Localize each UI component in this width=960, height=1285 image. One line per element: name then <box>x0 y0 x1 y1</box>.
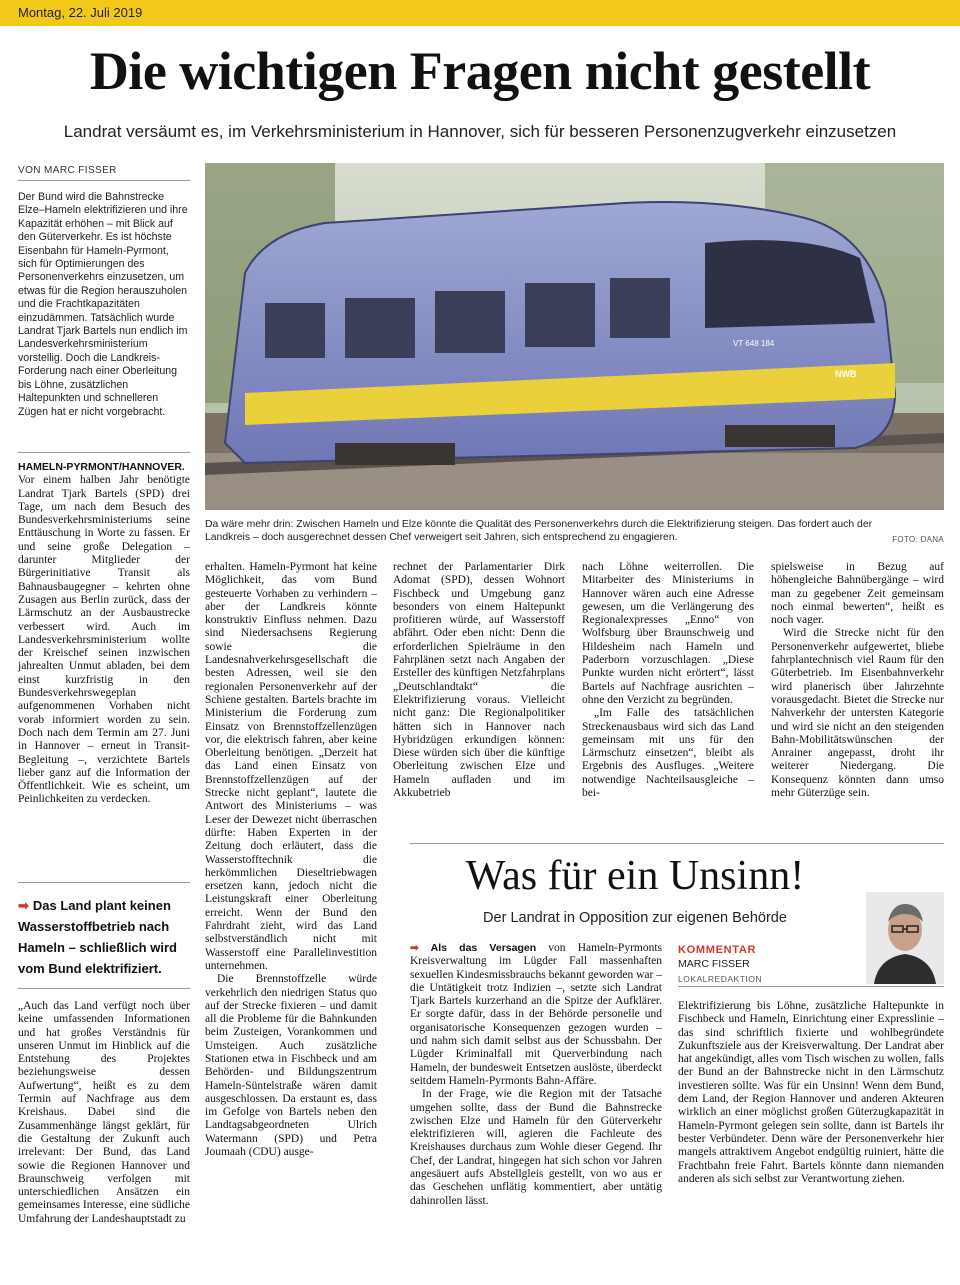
issue-date: Montag, 22. Juli 2019 <box>18 5 143 20</box>
commentary-col-2 <box>678 1000 944 1186</box>
photo-credit: FOTO: DANA <box>892 535 944 544</box>
article-paragraph: spielsweise in Bezug auf höhengleiche Bahnübergänge – wird man zu gegebener Zeit gemeinsam noch einmal bewerten“, heißt es noch vager. <box>771 561 944 627</box>
article-paragraph: Wird die Strecke nicht für den Personenverkehr aufgewertet, bliebe fahrplantechnisch viel Raum für den Güterbetrieb. Im Eisenbahnverkehr wird planerisch über Jahrzehnte vorausgedacht. Bietet die Strecke nur Nahverkehr der untersten Kategorie und wird sie nicht an den steigenden Bahn-Mobilitätswünschen der Anrainer angepasst, droht ihr weiterer Niedergang. Die Konsequenz könnten dann umso mehr Güterzüge sein. <box>771 627 944 800</box>
commentary-lead-in <box>410 942 536 954</box>
pullquote-rule-top <box>18 882 190 883</box>
arrow-right-icon: ➡ <box>410 942 419 954</box>
dateline: HAMELN-PYRMONT/HANNOVER. <box>18 461 185 473</box>
article-col-5 <box>771 561 944 800</box>
train-number-label: VT 648 184 <box>733 339 775 348</box>
article-col-4 <box>582 561 754 800</box>
article-paragraph: erhalten. Hameln-Pyrmont hat keine Möglichkeit, das vom Bund gesteuerte Vorhaben zu verhindern – aber der Landkreis könnte konstruktiv Einfluss nehmen. Dazu sind Niedersachsens Regierung sowie die Landesnahverkehrsgesellschaft die besten Adressen, weil sie den regionalen Personenverkehr auf der Schiene gestalten. Bartels brachte im Ministerium die Forderung zum Einsatz von Brennstoffzellenzügen vor, die elektrisch fahren, aber keine Oberleitung benötigen. „Derzeit hat das Land einen Einsatz von Brennstoffzellenzügen auf der Strecke nicht geplant“, lautete die Antwort des Ministeriums – was Leser der Dewezet nicht überraschen dürfte: Haben Experten in der Zeitung doch erläutert, dass die Wasserstofftechnik die herkömmlichen Dieseltriebwagen ersetzen kann, jedoch nicht die Leistungskraft einer Oberleitung erreicht. Wenn der Bund den Fahrdraht zieht, wird das Land selbstverständlich nicht mit Wasserstoff eine Parallelinvestition unternehmen. <box>205 561 377 972</box>
article-col-3 <box>393 561 565 800</box>
nwb-logo: NWB <box>835 369 857 379</box>
article-paragraph: „Auch das Land verfügt noch über keine umfassenden Informationen und hat großes Verständnis für unseren Unmut im Hinblick auf die Entstehung des Projektes beziehungsweise dessen Aufwertung“, heißt es zu dem Termin auf Nachfrage aus dem Kreishaus. Dabei sind die Zusammenhänge längst geklärt, für die Gestaltung der Zukunft auch irrelevant: Der Bund, das Land sowie die Regionen Hannover und Braunschweig verfolgen mit unterschiedlichen Ansätzen ein gemeinsames Interesse, eine südliche Umfahrung der Landeshauptstadt zu <box>18 1000 190 1225</box>
arrow-right-icon: ➡ <box>18 898 29 913</box>
commentary-col-1 <box>410 942 662 1208</box>
article-paragraph: Vor einem halben Jahr benötigte Landrat Tjark Bartels (SPD) drei Tage, um nach dem Besuch des Bundesverkehrsministeriums seine Enttäuschung in Worte zu fassen. Er und seine große Delegation – darunter Mitglieder der Bürgerinitiative Transit als Bahnausbaugegner – kehrten ohne Zusagen aus Berlin zurück, dass der Lärmschutz an der Ausbaustrecke verbessert wird. Auch im Landesverkehrsministerium wollte der Kreischef seinen inzwischen jahrealten Unmut abladen, bei dem einst kurzfristig in den Bundesverkehrswegeplan aufgenommenen Vorhaben nicht vorab informiert worden zu sein. Doch nach dem Termin am 27. Juni in Hannover – erneut in Transit-Begleitung –, verzichtete Bartels lieber ganz auf die Information der Öffentlichkeit. Wie es scheint, um Peinlichkeiten zu verdecken. <box>18 474 190 806</box>
commentary-subtitle: Der Landrat in Opposition zur eigenen Behörde <box>483 910 787 926</box>
teaser-text: Der Bund wird die Bahnstrecke Elze–Hameln elektrifizieren und ihre Kapazität erhöhen – mit Blick auf den Güterverkehr. Es ist höchste Eisenbahn für Hameln-Pyrmont, sich für Optimierungen des Personenverkehrs einzusetzen, um etwas für die Region herauszuholen und die Frachtkapazitäten einzudämmen. Tatsächlich wurde Landrat Tjark Bartels nun endlich im Landesverkehrsministerium vorstellig. Doch die Landkreis-Forderung nach einer Oberleitung bis Löhne, zusätzlichen Haltepunkten und schnelleren Zügen hat er nicht vorgebracht. <box>18 191 188 418</box>
pullquote-text: Das Land plant keinen Wasserstoffbetrieb nach Hameln – schließlich wird vom Bund elektrifiziert. <box>18 898 177 976</box>
commentary-paragraph: In der Frage, wie die Region mit der Tatsache umgehen sollte, dass der Bund die Bahnstrecke zwischen Elze und Hameln für den Güterverkehr elektrifizieren will, agieren die Fachleute des Kreishauses durchaus zum Wohle dieser Gegend. Ihr Chef, der Landrat, hingegen hat sich schon vor Jahren angesäuert aufs Abstellgleis gestellt, von wo aus er das Geschehen unflätig kommentiert, aber untätig dahinrollen lässt. <box>410 1088 662 1207</box>
article-paragraph: „Im Falle des tatsächlichen Streckenausbaus wird sich das Land gemeinsam mit uns für den Lärmschutz einsetzen“, bleibt als Ergebnis des Ausfluges. „Weitere notwendige Nachteilsausgleiche – bei- <box>582 707 754 800</box>
caption-text: Da wäre mehr drin: Zwischen Hameln und Elze könnte die Qualität des Personenverkehrs durch die Elektrifizierung steigen. Das fordert auch der Landkreis – doch ausgerechnet dessen Chef verweigert seit Jahren, sich entsprechend zu engagieren. <box>205 519 873 544</box>
article-col-2 <box>205 561 377 1159</box>
headline: Die wichtigen Fragen nicht gestellt <box>89 41 871 101</box>
author-portrait <box>866 892 944 984</box>
author-portrait-illustration <box>866 892 944 984</box>
byline-rule <box>18 180 190 181</box>
article-paragraph: Die Brennstoffzelle würde verkehrlich den niedrigen Status quo auf der Strecke fixieren – und damit all die Probleme für die Bahnkunden beim Zusteigen, Vorankommen und Umsteigen. Auch zusätzliche Stationen etwa in Fischbeck und am Behörden- und Bildungszentrum Hameln-Süntelstraße wären damit ausgeschlossen. Da erstaunt es, dass im Gefolge von Bartels neben den Landtagsabgeordneten Ulrich Watermann (SPD) und Petra Joumaah (CDU) ausge- <box>205 973 377 1159</box>
article-col-1b <box>18 1000 190 1226</box>
byline: VON MARC FISSER <box>18 165 117 176</box>
pullquote <box>18 895 190 979</box>
date-bar <box>0 0 960 26</box>
commentary-title: Was für ein Unsinn! <box>465 853 805 899</box>
teaser-rule <box>18 452 190 453</box>
subheadline: Landrat versäumt es, im Verkehrsministerium in Hannover, sich für besseren Personenzugverkehr einzusetzen <box>63 122 897 141</box>
commentary-author: MARC FISSER <box>678 958 750 970</box>
commentary-rule <box>410 843 944 844</box>
train-photo <box>205 163 944 510</box>
article-paragraph: rechnet der Parlamentarier Dirk Adomat (SPD), dessen Wohnort Fischbeck und Umgebung ganz besonders von einem Haltepunkt profitieren würde, auf Wasserstoff abfährt. Oder eben nicht: Denn die erforderlichen Spielräume in den Fahrplänen setzt nach Angaben der Ersteller des künftigen Netzfahrplans „Deutschlandtakt“ die Elektrifizierung voraus. Vielleicht nicht ganz: Die Regionalpolitiker hätten sich in Hannover nach Hybridzügen erkundigen können: Diese würden sich über die künftige Oberleitung zwischen Elze und Hameln aufladen und im Akkubetrieb <box>393 561 565 800</box>
commentary-role: LOKALREDAKTION <box>678 974 762 984</box>
commentary-paragraph: von Hameln-Pyrmonts Kreisverwaltung im Lügder Fall massenhaften sexuellen Kindesmissbrauchs bekannt geworden war – die Untätigkeit trotz Indizien –, setzte sich Landrat Tjark Bartels kurzerhand an die Spitze der Aufklärer. Er sorgte dafür, dass in der Behörde personelle und organisatorische Konsequenzen gezogen wurden – und nahm sich damit selbst aus der Schussbahn. Der Lügder Kriminalfall mit Querverbindung nach Hameln, der bundesweit Entsetzen auslöste, überdeckt seitdem Hameln-Pyrmonts Bahn-Affäre. <box>410 942 663 1087</box>
train-illustration <box>205 163 944 510</box>
commentary-label: KOMMENTAR <box>678 944 757 956</box>
photo-caption <box>205 518 944 545</box>
article-paragraph: nach Löhne weiterrollen. Die Mitarbeiter des Ministeriums in Hannover wären auch eine Adresse gewesen, um die Verlängerung des Regionalexpresses „Enno“ von Wolfsburg über Braunschweig und Hildesheim nach Hameln und Paderborn vorzuschlagen. „Diese Punkte wurden nicht erörtert“, lässt Bartels auf Nachfrage ausrichten – ohne den Verzicht zu begründen. <box>582 561 754 706</box>
article-col-1 <box>18 461 190 807</box>
commentary-lead-text: Als das Versagen <box>430 942 537 954</box>
commentary-role-rule <box>678 986 944 987</box>
pullquote-rule-bottom <box>18 988 190 989</box>
commentary-paragraph: Elektrifizierung bis Löhne, zusätzliche Haltepunkte in Fischbeck und Hameln, Einrichtung einer Expresslinie – das sind schriftlich fixierte und wohlbegründete Zukunftsziele aus der Kreisverwaltung. Der Landrat aber hat angekündigt, alles vom Tisch wischen zu wollen, falls der Bund an der Bahnstrecke nicht in den Lärmschutz investieren sollte. Was für ein Unsinn! Wenn dem Bund, dem Land, der Region Hannover und anderen Akteuren wirklich an einer möglichst großen Güterzugkapazität in Hameln-Pyrmont gelegen sein sollte, dann ist Bartels ihr bester Verbündeter. Denn wäre der Personenverkehr hier mangels attraktivem Angebot endgültig ruiniert, hätte die Frachtbahn freie Fahrt. Bartels könnte dann niemanden anderen als sich selbst zur Verantwortung ziehen. <box>678 1000 944 1185</box>
